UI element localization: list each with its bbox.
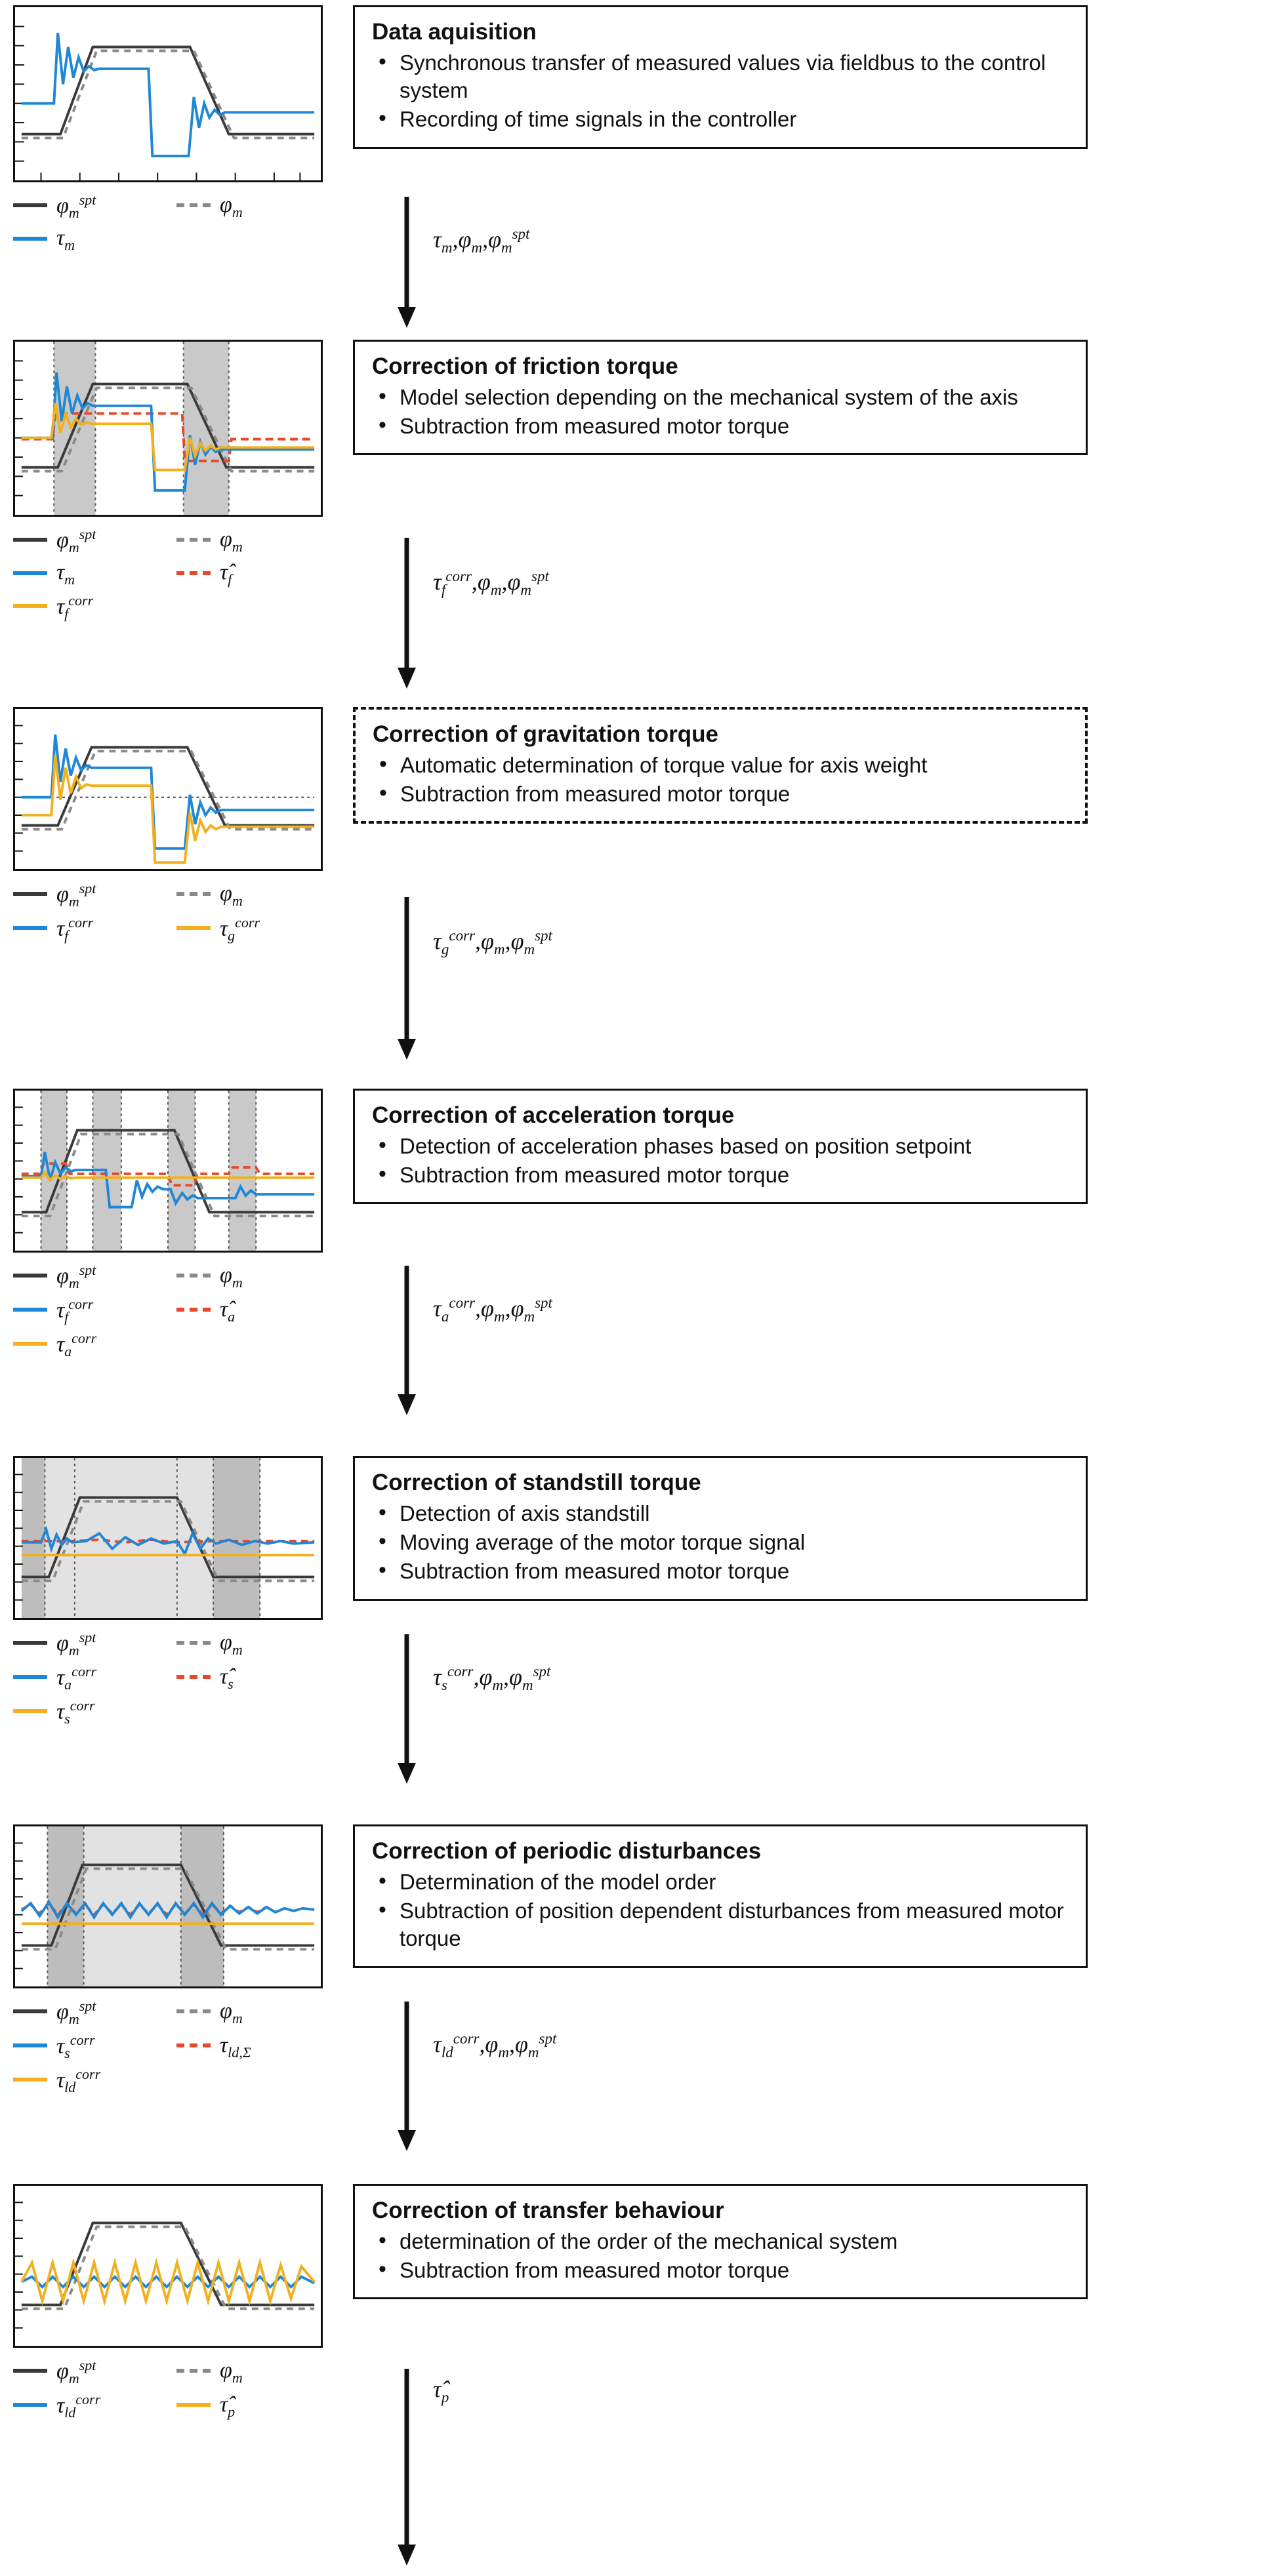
legend-swatch-load-corrected bbox=[13, 2078, 47, 2082]
arrow-after-periodic-disturbances bbox=[394, 2002, 557, 2151]
legend-label: $\tau_f^{corr}$ bbox=[56, 592, 94, 622]
legend-label: $\varphi_m$ bbox=[220, 881, 243, 909]
legend-label: $\varphi_m$ bbox=[220, 1262, 243, 1291]
bullet-item: • Subtraction from measured motor torque bbox=[369, 2257, 1071, 2284]
legend-label: $\tau_{ld}^{corr}$ bbox=[56, 2066, 101, 2096]
legend-item bbox=[13, 914, 165, 942]
arrow-icon bbox=[394, 1266, 420, 1415]
legend-label: $\varphi_m^{spt}$ bbox=[56, 191, 96, 222]
plot-block-data-acquisition bbox=[13, 5, 328, 251]
legend-swatch-motor-torque bbox=[13, 571, 47, 575]
legend-item bbox=[13, 1330, 165, 1358]
legend-label: $\tau_{ld,\Sigma}$ bbox=[220, 2032, 251, 2061]
legend-item bbox=[13, 526, 165, 556]
arrow-label: $\tau_m,\varphi_m,\varphi_m^{spt}$ bbox=[433, 226, 530, 256]
arrow-icon bbox=[394, 197, 420, 328]
legend-label: $\varphi_m^{spt}$ bbox=[56, 526, 96, 556]
legend-label: $\taû_s$ bbox=[220, 1664, 234, 1692]
arrow-label: $\tau_s^{corr},\varphi_m,\varphi_m^{spt}$ bbox=[433, 1663, 551, 1694]
legend-swatch-setpoint bbox=[13, 203, 47, 207]
legend-swatch-measured-position bbox=[176, 1641, 211, 1645]
legend-label: $\tau_f^{corr}$ bbox=[56, 914, 94, 944]
arrow-after-friction-torque bbox=[394, 538, 549, 689]
arrow-icon bbox=[394, 538, 420, 689]
signal-plot-standstill-torque bbox=[13, 1456, 323, 1620]
legend-standstill-torque bbox=[13, 1629, 328, 1725]
legend-swatch-load-corrected bbox=[13, 2403, 47, 2407]
arrow-after-gravitation-torque bbox=[394, 897, 552, 1060]
legend-label: $\taû_a$ bbox=[220, 1297, 236, 1325]
arrow-icon bbox=[394, 2369, 420, 2566]
legend-label: $\varphi_m$ bbox=[220, 192, 243, 220]
signal-plot-gravitation-torque bbox=[13, 707, 323, 871]
legend-swatch-friction-corrected bbox=[13, 926, 47, 930]
legend-item bbox=[176, 1262, 328, 1289]
legend-swatch-process-estimate bbox=[176, 2403, 211, 2407]
plot-block-periodic-disturbances bbox=[13, 1824, 328, 2096]
legend-swatch-measured-position bbox=[176, 538, 211, 542]
legend-swatch-setpoint bbox=[13, 1641, 47, 1645]
legend-swatch-standstill-corrected bbox=[13, 2043, 47, 2047]
legend-item bbox=[176, 880, 328, 908]
bullet-item: • Subtraction from measured motor torque bbox=[369, 1558, 1071, 1585]
plot-svg bbox=[15, 1458, 321, 1618]
legend-label: $\varphi_m$ bbox=[220, 2358, 243, 2386]
legend-swatch-measured-position bbox=[176, 203, 211, 207]
signal-plot-data-acquisition bbox=[13, 5, 323, 182]
bullet-item: • Determination of the model order bbox=[369, 1868, 1071, 1896]
plot-svg bbox=[15, 709, 321, 869]
plot-block-standstill-torque bbox=[13, 1456, 328, 1725]
legend-swatch-measured-position bbox=[176, 1274, 211, 1278]
bullet-item: • Detection of acceleration phases based on position setpoint bbox=[369, 1133, 1071, 1160]
legend-swatch-setpoint bbox=[13, 1274, 47, 1278]
signal-plot-periodic-disturbances bbox=[13, 1824, 323, 1988]
legend-label: $\varphi_m$ bbox=[220, 527, 243, 555]
legend-label: $\tau_m$ bbox=[56, 226, 75, 253]
legend-swatch-measured-position bbox=[176, 2009, 211, 2013]
textbox-transfer-behaviour bbox=[353, 2184, 1088, 2299]
legend-swatch-gravitation-corrected bbox=[176, 926, 211, 930]
legend-label: $\varphi_m^{spt}$ bbox=[56, 880, 96, 910]
legend-item bbox=[13, 592, 165, 620]
bullet-item: • Subtraction from measured motor torque bbox=[369, 413, 1071, 440]
legend-gravitation-torque bbox=[13, 880, 328, 942]
legend-swatch-friction-corrected bbox=[13, 604, 47, 608]
legend-acceleration-torque bbox=[13, 1262, 328, 1358]
legend-label: $\taû_p$ bbox=[220, 2392, 236, 2420]
stage-friction-torque bbox=[13, 340, 1088, 620]
legend-item bbox=[176, 191, 328, 219]
legend-label: $\varphi_m$ bbox=[220, 1998, 243, 2026]
legend-item bbox=[13, 2391, 165, 2419]
legend-item bbox=[13, 226, 165, 251]
bullet-item: • Model selection depending on the mechanical system of the axis bbox=[369, 384, 1071, 411]
textbox-gravitation-torque bbox=[353, 707, 1088, 824]
legend-label: $\tau_a^{corr}$ bbox=[56, 1330, 97, 1360]
legend-swatch-motor-torque bbox=[13, 237, 47, 241]
arrow-after-transfer-behaviour bbox=[394, 2369, 449, 2566]
bullet-item: • Subtraction from measured motor torque bbox=[370, 780, 1071, 808]
stage-transfer-behaviour bbox=[13, 2184, 1088, 2419]
legend-periodic-disturbances bbox=[13, 1998, 328, 2096]
legend-item bbox=[13, 2032, 165, 2062]
box-title: Correction of gravitation torque bbox=[373, 721, 718, 747]
legend-swatch-standstill-corrected bbox=[13, 1709, 47, 1713]
legend-data-acquisition bbox=[13, 191, 328, 251]
plot-block-transfer-behaviour bbox=[13, 2184, 328, 2419]
bullet-list bbox=[369, 1133, 1071, 1189]
legend-swatch-acceleration-estimate bbox=[176, 1308, 211, 1312]
legend-item bbox=[176, 2032, 328, 2059]
legend-swatch-setpoint bbox=[13, 2369, 47, 2373]
arrow-label: $\tau_f^{corr},\varphi_m,\varphi_m^{spt}$ bbox=[433, 568, 549, 599]
textbox-acceleration-torque bbox=[353, 1089, 1088, 1204]
legend-label: $\tau_{ld}^{corr}$ bbox=[56, 2391, 101, 2421]
legend-label: $\tau_g^{corr}$ bbox=[220, 914, 260, 944]
signal-plot-acceleration-torque bbox=[13, 1089, 323, 1253]
legend-swatch-setpoint bbox=[13, 538, 47, 542]
signal-plot-friction-torque bbox=[13, 340, 323, 517]
legend-label: $\taû_f$ bbox=[220, 560, 232, 588]
legend-label: $\tau_a^{corr}$ bbox=[56, 1663, 97, 1693]
legend-swatch-friction-estimate bbox=[176, 571, 211, 575]
legend-item bbox=[13, 1697, 165, 1725]
legend-swatch-acceleration-corrected bbox=[13, 1342, 47, 1346]
legend-label: $\varphi_m^{spt}$ bbox=[56, 1629, 96, 1659]
stage-data-acquisition bbox=[13, 5, 1088, 251]
bullet-list bbox=[369, 49, 1071, 134]
box-title: Correction of standstill torque bbox=[372, 1470, 701, 1495]
legend-item bbox=[13, 1296, 165, 1326]
legend-item bbox=[176, 2391, 328, 2419]
legend-swatch-measured-position bbox=[176, 892, 211, 896]
legend-swatch-acceleration-corrected bbox=[13, 1675, 47, 1679]
legend-swatch-setpoint bbox=[13, 892, 47, 896]
legend-label: $\varphi_m^{spt}$ bbox=[56, 1998, 96, 2028]
bullet-item: • Synchronous transfer of measured values via fieldbus to the control system bbox=[369, 49, 1071, 104]
legend-label: $\tau_f^{corr}$ bbox=[56, 1296, 94, 1326]
legend-item bbox=[13, 2357, 165, 2385]
plot-svg bbox=[15, 1091, 321, 1251]
legend-item bbox=[176, 526, 328, 553]
arrow-after-standstill-torque bbox=[394, 1634, 551, 1784]
legend-item bbox=[13, 191, 165, 222]
bullet-list bbox=[369, 2228, 1071, 2284]
box-title: Correction of friction torque bbox=[372, 353, 678, 379]
legend-label: $\varphi_m^{spt}$ bbox=[56, 2357, 96, 2387]
stage-gravitation-torque bbox=[13, 707, 1088, 942]
bullet-item: • Recording of time signals in the controller bbox=[369, 106, 1071, 133]
bullet-list bbox=[369, 1500, 1071, 1586]
legend-swatch-friction-corrected bbox=[13, 1308, 47, 1312]
arrow-after-data-acquisition bbox=[394, 197, 530, 328]
plot-svg bbox=[15, 7, 321, 180]
arrow-icon bbox=[394, 2002, 420, 2151]
legend-label: $\varphi_m^{spt}$ bbox=[56, 1262, 96, 1292]
plot-block-friction-torque bbox=[13, 340, 328, 620]
bullet-item: • Subtraction from measured motor torque bbox=[369, 1161, 1071, 1189]
arrow-label: $\taû_p$ bbox=[433, 2376, 449, 2406]
legend-label: $\varphi_m$ bbox=[220, 1630, 243, 1658]
legend-friction-torque bbox=[13, 526, 328, 620]
bullet-item: • determination of the order of the mechanical system bbox=[369, 2228, 1071, 2255]
legend-transfer-behaviour bbox=[13, 2357, 328, 2419]
legend-item bbox=[176, 2357, 328, 2385]
legend-item bbox=[13, 1998, 165, 2028]
arrow-label: $\tau_{ld}^{corr},\varphi_m,\varphi_m^{spt}$ bbox=[433, 2030, 557, 2061]
legend-item bbox=[176, 1629, 328, 1657]
legend-item bbox=[176, 1998, 328, 2025]
arrow-icon bbox=[394, 1634, 420, 1784]
legend-item bbox=[176, 914, 328, 942]
legend-label: $\tau_s^{corr}$ bbox=[56, 2032, 95, 2062]
legend-item bbox=[176, 1296, 328, 1323]
plot-svg bbox=[15, 2186, 321, 2346]
bullet-list bbox=[369, 1868, 1071, 1953]
legend-item bbox=[176, 560, 328, 586]
arrow-icon bbox=[394, 897, 420, 1060]
bullet-list bbox=[369, 384, 1071, 440]
textbox-periodic-disturbances bbox=[353, 1824, 1088, 1968]
box-title: Correction of periodic disturbances bbox=[372, 1838, 762, 1864]
legend-item bbox=[176, 1663, 328, 1691]
plot-svg bbox=[15, 342, 321, 515]
plot-block-acceleration-torque bbox=[13, 1089, 328, 1358]
legend-label: $\tau_m$ bbox=[56, 560, 75, 588]
arrow-label: $\tau_g^{corr},\varphi_m,\varphi_m^{spt}$ bbox=[433, 927, 552, 958]
legend-item bbox=[13, 880, 165, 908]
arrow-label: $\tau_a^{corr},\varphi_m,\varphi_m^{spt}$ bbox=[433, 1295, 552, 1325]
legend-swatch-load-disturbance bbox=[176, 2043, 211, 2047]
textbox-friction-torque bbox=[353, 340, 1088, 455]
arrow-after-acceleration-torque bbox=[394, 1266, 552, 1415]
bullet-item: • Detection of axis standstill bbox=[369, 1500, 1071, 1527]
bullet-item: • Automatic determination of torque value for axis weight bbox=[370, 752, 1071, 779]
textbox-data-acquisition bbox=[353, 5, 1088, 149]
box-title: Correction of transfer behaviour bbox=[372, 2198, 724, 2223]
box-title: Data aquisition bbox=[372, 19, 537, 45]
bullet-item: • Moving average of the motor torque signal bbox=[369, 1529, 1071, 1556]
box-title: Correction of acceleration torque bbox=[372, 1102, 735, 1128]
legend-swatch-measured-position bbox=[176, 2369, 211, 2373]
plot-svg bbox=[15, 1826, 321, 1986]
legend-item bbox=[13, 2066, 165, 2096]
bullet-list bbox=[370, 752, 1071, 808]
legend-swatch-standstill-estimate bbox=[176, 1675, 211, 1679]
legend-swatch-setpoint bbox=[13, 2009, 47, 2013]
bullet-item: • Subtraction of position dependent disturbances from measured motor torque bbox=[369, 1897, 1071, 1952]
legend-item bbox=[13, 560, 165, 586]
legend-item bbox=[13, 1262, 165, 1292]
legend-item bbox=[13, 1629, 165, 1657]
legend-label: $\tau_s^{corr}$ bbox=[56, 1697, 95, 1727]
plot-block-gravitation-torque bbox=[13, 707, 328, 942]
legend-item bbox=[13, 1663, 165, 1691]
signal-plot-transfer-behaviour bbox=[13, 2184, 323, 2348]
textbox-standstill-torque bbox=[353, 1456, 1088, 1601]
